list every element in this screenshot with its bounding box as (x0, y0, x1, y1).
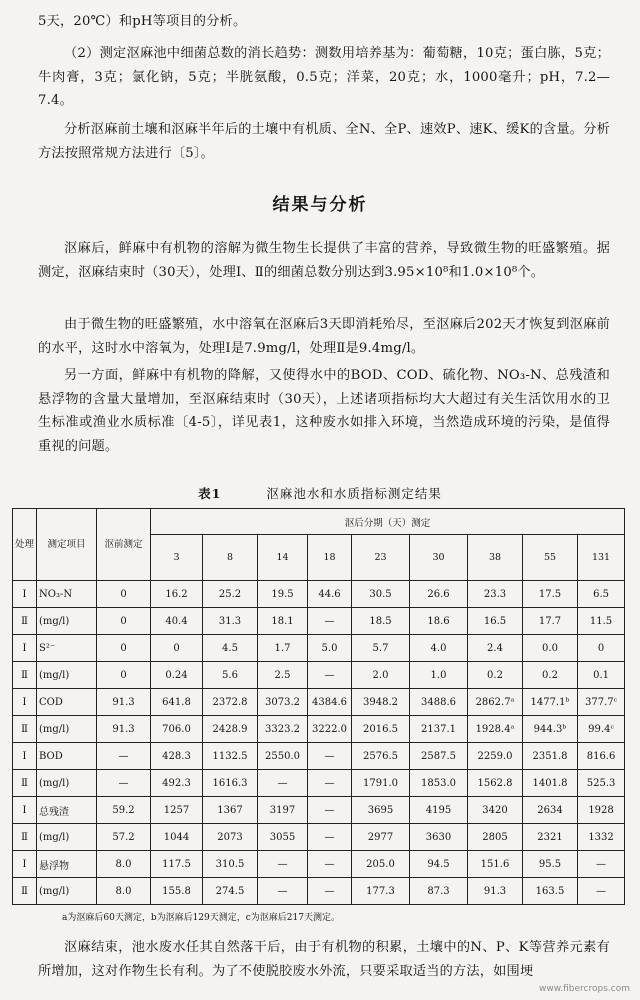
cell-before: 91.3 (97, 716, 151, 743)
cell-value: — (308, 743, 352, 770)
cell-value: 44.6 (308, 581, 352, 608)
cell-value: 5.6 (203, 662, 258, 689)
header-day-23: 23 (352, 535, 410, 581)
cell-value: 2351.8 (523, 743, 578, 770)
cell-item: NO₃-N (37, 581, 97, 608)
cell-value: 2016.5 (352, 716, 410, 743)
cell-value: 1928.4ᵃ (468, 716, 523, 743)
cell-value: 3222.0 (308, 716, 352, 743)
cell-value: 5.0 (308, 635, 352, 662)
cell-value: 2259.0 (468, 743, 523, 770)
cell-value: 2587.5 (410, 743, 468, 770)
cell-item: (mg/l) (37, 608, 97, 635)
cell-value: 2977 (352, 824, 410, 851)
cell-before: 57.2 (97, 824, 151, 851)
cell-treatment: Ⅱ (13, 662, 37, 689)
cell-item: (mg/l) (37, 878, 97, 905)
cell-value: 30.5 (352, 581, 410, 608)
header-treatment: 处理 (13, 509, 37, 581)
cell-value: 18.1 (258, 608, 308, 635)
header-before: 沤前测定 (97, 509, 151, 581)
cell-treatment: Ⅰ (13, 689, 37, 716)
cell-value: 3197 (258, 797, 308, 824)
cell-value: 18.5 (352, 608, 410, 635)
cell-value: 0.2 (468, 662, 523, 689)
paragraph-soil-analysis: 分析沤麻前土壤和沤麻半年后的土壤中有机质、全N、全P、速效P、速K、缓K的含量。分析方法按照常规方法进行〔5〕。 (38, 122, 610, 161)
header-day-8: 8 (203, 535, 258, 581)
cell-value: 816.6 (578, 743, 625, 770)
table-row (13, 878, 625, 905)
table-row (13, 581, 625, 608)
cell-value: 205.0 (352, 851, 410, 878)
cell-treatment: Ⅱ (13, 770, 37, 797)
cell-item: S²⁻ (37, 635, 97, 662)
cell-value: 2.4 (468, 635, 523, 662)
cell-value: 2634 (523, 797, 578, 824)
cell-value: 3488.6 (410, 689, 468, 716)
cell-treatment: Ⅰ (13, 797, 37, 824)
table-row (13, 824, 625, 851)
cell-value: — (308, 824, 352, 851)
cell-value: 1132.5 (203, 743, 258, 770)
cell-value: 0 (151, 635, 203, 662)
cell-value: — (258, 878, 308, 905)
cell-treatment: Ⅱ (13, 824, 37, 851)
table-row (13, 797, 625, 824)
cell-treatment: Ⅰ (13, 581, 37, 608)
cell-value: — (578, 851, 625, 878)
section-title: 结果与分析 (272, 195, 368, 215)
cell-value: 26.6 (410, 581, 468, 608)
cell-value: 3323.2 (258, 716, 308, 743)
cell-value: 944.3ᵇ (523, 716, 578, 743)
paragraph-bacteria: 沤麻后，鲜麻中有机物的溶解为微生物生长提供了丰富的营养，导致微生物的旺盛繁殖。据测定，沤麻结束时（30天），处理Ⅰ、Ⅱ的细菌总数分别达到3.95×10⁸和1.0×10⁸个。 (38, 241, 610, 280)
header-day-30: 30 (410, 535, 468, 581)
cell-value: 641.8 (151, 689, 203, 716)
cell-before: 0 (97, 581, 151, 608)
header-day-55: 55 (523, 535, 578, 581)
cell-value: 177.3 (352, 878, 410, 905)
paragraph-oxygen: 由于微生物的旺盛繁殖，水中溶氧在沤麻后3天即消耗殆尽，至沤麻后202天才恢复到沤麻前的水平，这时水中溶氧为，处理Ⅰ是7.9mg/l，处理Ⅱ是9.4mg/l。 (38, 317, 610, 356)
cell-value: 2576.5 (352, 743, 410, 770)
cell-value: 1928 (578, 797, 625, 824)
cell-value: 6.5 (578, 581, 625, 608)
cell-value: 1853.0 (410, 770, 468, 797)
table-caption-number: 表1 (198, 486, 222, 501)
cell-value: 492.3 (151, 770, 203, 797)
cell-value: 1044 (151, 824, 203, 851)
paragraph-soil-nutrients: 沤麻结束，池水废水任其自然落干后，由于有机物的积累，土壤中的N、P、K等营养元素有所增加，这对作物生长有利。为了不使脱胶废水外流，只要采取适当的方法，如围埂 (38, 940, 610, 979)
cell-value: 4384.6 (308, 689, 352, 716)
cell-value: 706.0 (151, 716, 203, 743)
cell-value: — (308, 797, 352, 824)
cell-value: 2073 (203, 824, 258, 851)
cell-treatment: Ⅱ (13, 878, 37, 905)
cell-item: (mg/l) (37, 662, 97, 689)
cell-value: 2.5 (258, 662, 308, 689)
cell-item: 悬浮物 (37, 851, 97, 878)
cell-value: 94.5 (410, 851, 468, 878)
cell-value: 0 (578, 635, 625, 662)
cell-value: 155.8 (151, 878, 203, 905)
cell-value: 1477.1ᵇ (523, 689, 578, 716)
cell-before: — (97, 743, 151, 770)
cell-value: 117.5 (151, 851, 203, 878)
cell-value: 0.1 (578, 662, 625, 689)
cell-value: — (308, 878, 352, 905)
cell-treatment: Ⅰ (13, 743, 37, 770)
cell-value: 2550.0 (258, 743, 308, 770)
cell-value: 163.5 (523, 878, 578, 905)
cell-value: 40.4 (151, 608, 203, 635)
header-day-131: 131 (578, 535, 625, 581)
cell-value: 31.3 (203, 608, 258, 635)
header-item: 测定项目 (37, 509, 97, 581)
cell-value: 11.5 (578, 608, 625, 635)
cell-treatment: Ⅰ (13, 635, 37, 662)
watermark: www.fibercrops.com (539, 984, 630, 994)
header-day-14: 14 (258, 535, 308, 581)
paragraph-0: 5天，20℃）和pH等项目的分析。 (38, 14, 247, 29)
cell-value: 1257 (151, 797, 203, 824)
cell-item: BOD (37, 743, 97, 770)
cell-value: 151.6 (468, 851, 523, 878)
cell-value: 1401.8 (523, 770, 578, 797)
cell-value: 0.0 (523, 635, 578, 662)
table-row (13, 635, 625, 662)
cell-value: 25.2 (203, 581, 258, 608)
cell-value: 95.5 (523, 851, 578, 878)
cell-item: COD (37, 689, 97, 716)
cell-value: — (258, 851, 308, 878)
cell-value: 1367 (203, 797, 258, 824)
cell-value: 1332 (578, 824, 625, 851)
cell-value: 3055 (258, 824, 308, 851)
cell-value: — (308, 662, 352, 689)
cell-value: 2.0 (352, 662, 410, 689)
cell-treatment: Ⅱ (13, 608, 37, 635)
paragraph-water-quality: 另一方面，鲜麻中有机物的降解，又使得水中的BOD、COD、硫化物、NO₃-N、总残渣和悬浮物的含量大量增加，至沤麻结束时（30天），上述诸项指标均大大超过有关生活饮用水的卫生标准或渔业水质标准〔4-5〕，详见表1，这种废水如排入环境，当然造成环境的污染，是值得重视的问题。 (38, 368, 610, 454)
cell-before: 0 (97, 635, 151, 662)
table-header-row (13, 509, 625, 535)
header-day-38: 38 (468, 535, 523, 581)
table-row (13, 662, 625, 689)
cell-value: 99.4ᶜ (578, 716, 625, 743)
table-row (13, 851, 625, 878)
cell-value: 2428.9 (203, 716, 258, 743)
cell-before: 0 (97, 608, 151, 635)
cell-value: 310.5 (203, 851, 258, 878)
cell-value: 16.5 (468, 608, 523, 635)
cell-value: 18.6 (410, 608, 468, 635)
cell-value: 0.2 (523, 662, 578, 689)
cell-value: 3073.2 (258, 689, 308, 716)
water-quality-table (12, 508, 625, 905)
cell-value: 2137.1 (410, 716, 468, 743)
cell-value: 3420 (468, 797, 523, 824)
cell-value: 5.7 (352, 635, 410, 662)
header-day-18: 18 (308, 535, 352, 581)
header-after-periods: 沤后分期（天）测定 (151, 509, 625, 535)
cell-before: 8.0 (97, 878, 151, 905)
cell-value: — (308, 770, 352, 797)
table-footnote: a为沤麻后60天测定，b为沤麻后129天测定，c为沤麻后217天测定。 (62, 913, 340, 923)
cell-treatment: Ⅱ (13, 716, 37, 743)
cell-value: 274.5 (203, 878, 258, 905)
cell-value: — (258, 770, 308, 797)
cell-value: 17.5 (523, 581, 578, 608)
cell-treatment: Ⅰ (13, 851, 37, 878)
cell-value: 17.7 (523, 608, 578, 635)
cell-value: 428.3 (151, 743, 203, 770)
table-row (13, 743, 625, 770)
cell-before: 8.0 (97, 851, 151, 878)
cell-value: 2805 (468, 824, 523, 851)
cell-value: 3695 (352, 797, 410, 824)
table-row (13, 689, 625, 716)
table-caption-text: 沤麻池水和水质指标测定结果 (266, 486, 442, 501)
cell-value: 0.24 (151, 662, 203, 689)
cell-value: 1616.3 (203, 770, 258, 797)
cell-item: (mg/l) (37, 824, 97, 851)
paragraph-culture-medium: （2）测定沤麻池中细菌总数的消长趋势：测数用培养基为：葡萄糖，10克；蛋白胨，5克；牛肉膏，3克；氯化钠，5克；半胱氨酸，0.5克；洋菜，20克；水，1000毫升；pH，7.2—7.4。 (38, 46, 610, 108)
cell-value: 1.7 (258, 635, 308, 662)
cell-item: 总残渣 (37, 797, 97, 824)
cell-value: 377.7ᶜ (578, 689, 625, 716)
cell-value: 3630 (410, 824, 468, 851)
cell-value: 1791.0 (352, 770, 410, 797)
cell-value: 23.3 (468, 581, 523, 608)
cell-value: 2321 (523, 824, 578, 851)
header-day-3: 3 (151, 535, 203, 581)
cell-item: (mg/l) (37, 770, 97, 797)
table-caption (0, 484, 640, 502)
cell-item: (mg/l) (37, 716, 97, 743)
cell-value: 4.0 (410, 635, 468, 662)
cell-value: 525.3 (578, 770, 625, 797)
cell-before: 91.3 (97, 689, 151, 716)
cell-value: 3948.2 (352, 689, 410, 716)
cell-value: 4.5 (203, 635, 258, 662)
table-row (13, 770, 625, 797)
cell-before: 0 (97, 662, 151, 689)
cell-value: 1562.8 (468, 770, 523, 797)
cell-value: 91.3 (468, 878, 523, 905)
cell-value: 87.3 (410, 878, 468, 905)
cell-before: — (97, 770, 151, 797)
cell-value: 16.2 (151, 581, 203, 608)
cell-value: 1.0 (410, 662, 468, 689)
table-row (13, 716, 625, 743)
table-row (13, 608, 625, 635)
cell-value: — (308, 851, 352, 878)
cell-value: 4195 (410, 797, 468, 824)
cell-value: 2862.7ᵃ (468, 689, 523, 716)
cell-value: 19.5 (258, 581, 308, 608)
cell-value: — (578, 878, 625, 905)
cell-value: 2372.8 (203, 689, 258, 716)
cell-before: 59.2 (97, 797, 151, 824)
cell-value: — (308, 608, 352, 635)
